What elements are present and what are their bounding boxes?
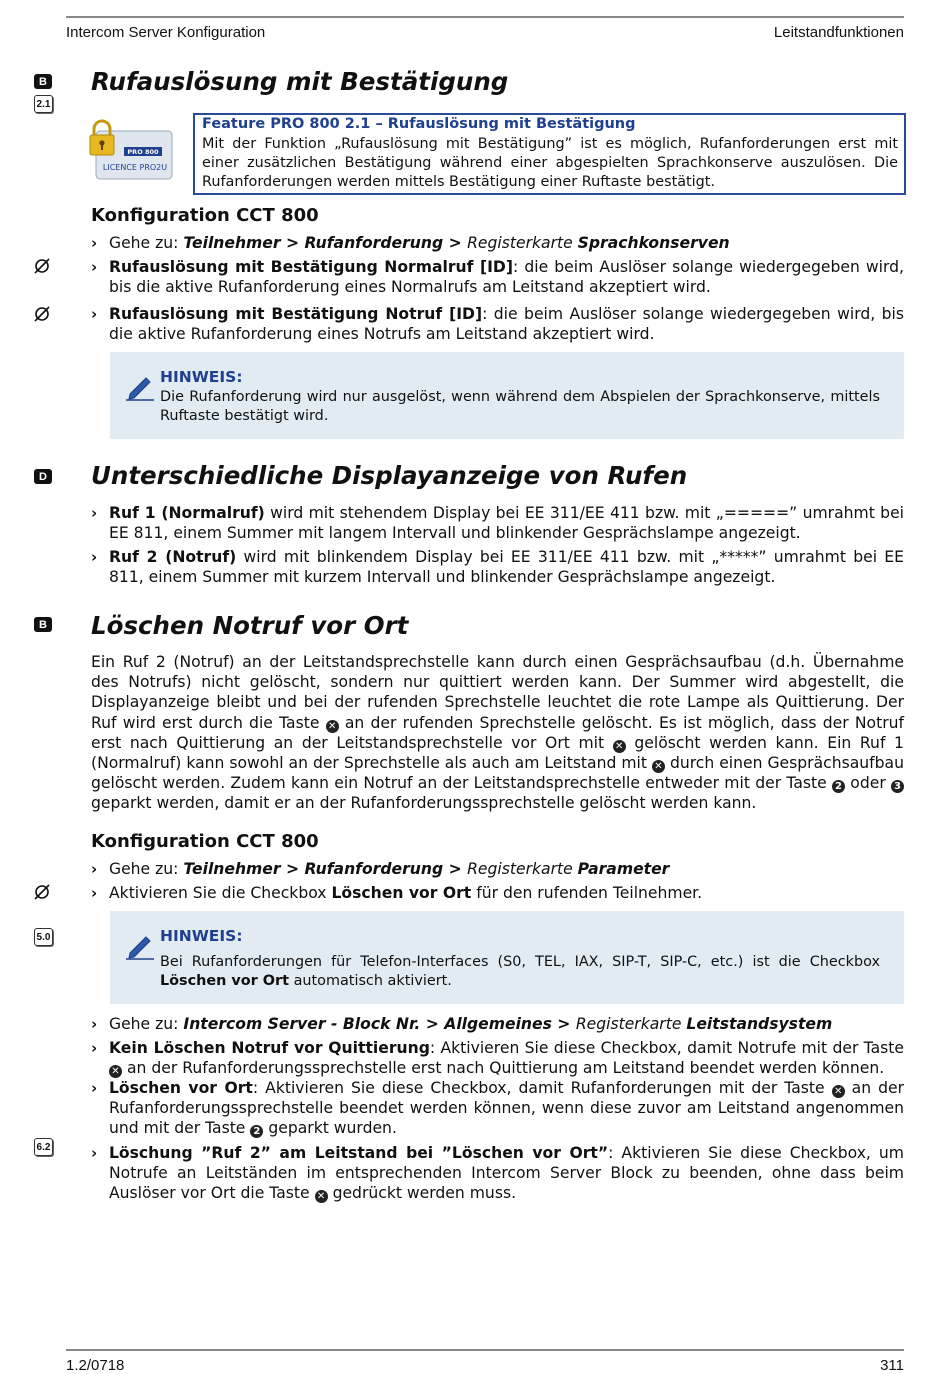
bullet-bold: Löschen vor Ort: [331, 884, 472, 902]
no-entry-icon: [33, 257, 51, 275]
key-x-icon: ✕: [832, 1085, 845, 1098]
bullet-normalruf: [109, 257, 904, 297]
note-text: [160, 953, 880, 991]
goto-tab: Registerkarte: [467, 234, 578, 252]
bullet-bold: Löschen vor Ort: [109, 1079, 253, 1097]
bullet-text: Aktivieren Sie die Checkbox: [109, 884, 332, 902]
body-paragraph: [91, 652, 904, 814]
note-box: [110, 352, 904, 439]
para-text: Ein Ruf 2 (Notruf) an der Leitstandsprechstelle kann durch einen Gesprächsaufbau (d.h. Übernahme des Notrufs) nicht gelöscht, sondern nur quittiert werden kann. Der Summer wird abgestellt, die Displayanzeige bleibt und bei der rufenden Sprechstelle leuchtet die rote Lampe als Quittierung. Der Ruf wird erst durch die Taste: [91, 653, 904, 732]
bullet-text: an der Rufanforderungssprechstelle erst nach Quittierung am Leitstand beendet werden können.: [122, 1059, 885, 1078]
note-box: [110, 911, 904, 1004]
feature-title: Feature PRO 800 2.1 – Rufauslösung mit Bestätigung: [202, 116, 636, 132]
badge-b-1: B: [34, 74, 52, 89]
feature-text: Mit der Funktion „Rufauslösung mit Bestätigung” ist es möglich, Rufanforderungen erst mit einer zusätzlichen Bestätigung während einer abgespielten Sprachkonserve auszulösen. Die Rufanforderungen werden mittels Bestätigung einer Ruftaste bestätigt.: [202, 136, 898, 190]
key-x-icon: ✕: [326, 720, 339, 733]
goto-instruction: [109, 233, 904, 253]
bullet-arrow: ›: [91, 884, 98, 902]
key-x-icon: ✕: [652, 760, 665, 773]
feature-box: [193, 113, 906, 195]
goto-instruction: [109, 1014, 904, 1034]
goto-path: Teilnehmer > Rufanforderung >: [183, 860, 468, 878]
config-heading: Konfiguration CCT 800: [91, 205, 319, 226]
bullet-notruf: [109, 304, 904, 344]
pencil-icon: [124, 370, 156, 402]
note-text: Die Rufanforderung wird nur ausgelöst, wenn während dem Abspielen der Sprachkonserve, mittels Ruftaste bestätigt wird.: [160, 389, 880, 424]
config-heading: Konfiguration CCT 800: [91, 831, 319, 852]
header-left: Intercom Server Konfiguration: [66, 24, 266, 41]
badge-version-2-1: 2.1: [34, 95, 53, 113]
bullet-arrow: ›: [91, 860, 98, 878]
bullet-arrow: ›: [91, 1079, 98, 1097]
section-title: Unterschiedliche Displayanzeige von Rufen: [91, 461, 688, 490]
bullet-bold: Ruf 1 (Normalruf): [109, 504, 265, 522]
bullet-bold: Ruf 2 (Notruf): [109, 548, 237, 566]
goto-tab: Registerkarte: [575, 1015, 687, 1033]
page-number: 311: [880, 1357, 904, 1374]
bullet-text: an der Rufanforderungssprechstelle beendet werden können, wenn diese zuvor am Leitstand angenommen und mit der Taste: [109, 1079, 904, 1138]
bullet-arrow: ›: [91, 305, 98, 323]
goto-tab-name: Parameter: [577, 860, 670, 878]
goto-tab: Registerkarte: [467, 860, 578, 878]
bullet-text: : die beim Auslöser solange wiedergegeben wird, bis die aktive Rufanforderung eines Notrufs am Leitstand akzeptiert wird.: [109, 305, 905, 344]
goto-instruction: [109, 859, 904, 879]
bullet-ruf1: [109, 503, 904, 543]
header-right: Leitstandfunktionen: [773, 24, 904, 41]
badge-b-2: B: [34, 617, 52, 632]
page-header: [66, 16, 904, 41]
bullet-text: : Aktivieren Sie diese Checkbox, um Notrufe an Leitständen im entsprechenden Intercom Server Block zu beenden, ohne dass beim Auslöser vor Ort die Taste: [109, 1144, 904, 1203]
bullet-loeschung-ruf2: [109, 1143, 904, 1204]
bullet-arrow: ›: [91, 1039, 98, 1057]
note-text-part: Bei Rufanforderungen für Telefon-Interfaces (S0, TEL, IAX, SIP-T, SIP-C, etc.) ist die Checkbox: [160, 954, 880, 970]
page-footer: [66, 1349, 904, 1374]
bullet-arrow: ›: [91, 1144, 98, 1162]
section-title: Löschen Notruf vor Ort: [91, 611, 409, 640]
bullet-text: : Aktivieren Sie diese Checkbox, damit Rufanforderungen mit der Taste: [252, 1079, 832, 1097]
license-lock-icon: [88, 117, 174, 183]
bullet-text: geparkt wurden.: [263, 1119, 397, 1138]
bullet-loeschen-checkbox: [109, 883, 904, 903]
note-title: HINWEIS:: [160, 927, 243, 945]
bullet-text: für den rufenden Teilnehmer.: [471, 884, 703, 902]
note-title: HINWEIS:: [160, 368, 243, 386]
no-entry-icon: [33, 305, 51, 323]
bullet-kein-loeschen: [109, 1038, 904, 1078]
bullet-text: : die beim Auslöser solange wiedergegeben wird, bis die aktive Rufanforderung eines Normalrufs am Leitstand akzeptiert wird.: [109, 258, 904, 297]
para-text: geparkt werden, damit er an der Rufanforderungssprechstelle gelöscht werden kann.: [91, 794, 757, 813]
bullet-text: wird mit stehendem Display bei EE 311/EE 411 bzw. mit „=====” umrahmt bei EE 811, einem Summer mit langem Intervall und blinkender Gesprächslampe angezeigt.: [109, 504, 904, 543]
bullet-text: gedrückt werden muss.: [327, 1184, 517, 1203]
key-2-icon: 2: [832, 780, 845, 793]
bullet-arrow: ›: [91, 548, 98, 566]
goto-prefix: Gehe zu:: [109, 1015, 184, 1033]
footer-version: 1.2/0718: [66, 1357, 125, 1374]
bullet-arrow: ›: [91, 504, 98, 522]
bullet-bold: Kein Löschen Notruf vor Quittierung: [109, 1039, 430, 1057]
bullet-arrow: ›: [91, 258, 98, 276]
license-top-label: PRO 800: [127, 148, 159, 156]
pencil-icon: [124, 929, 156, 961]
badge-version-6-2: 6.2: [34, 1138, 53, 1156]
key-2-icon: 2: [250, 1125, 263, 1138]
key-x-icon: ✕: [315, 1190, 328, 1203]
bullet-loeschen-vor-ort: [109, 1078, 904, 1139]
note-bold: Löschen vor Ort: [160, 973, 289, 989]
key-3-icon: 3: [891, 780, 904, 793]
key-x-icon: ✕: [613, 740, 626, 753]
bullet-arrow: ›: [91, 234, 98, 252]
goto-prefix: Gehe zu:: [109, 234, 184, 252]
bullet-bold: Löschung ”Ruf 2” am Leitstand bei ”Löschen vor Ort”: [109, 1144, 609, 1162]
goto-path: Teilnehmer > Rufanforderung >: [183, 234, 468, 252]
bullet-text: : Aktivieren Sie diese Checkbox, damit Notrufe mit der Taste: [429, 1039, 905, 1057]
para-text: gelöscht werden kann. Ein Ruf 1 (Normalruf) kann sowohl an der Sprechstelle als auch am Leitstand mit: [91, 733, 904, 773]
bullet-bold: Rufauslösung mit Bestätigung Normalruf [ID]: [109, 258, 513, 276]
badge-d: D: [34, 469, 52, 484]
para-text: oder: [845, 774, 892, 793]
para-text: an der rufenden Sprechstelle gelöscht. Es ist möglich, dass der Notruf erst nach Quittierung an der Leitstandsprechstelle vor Ort mit: [91, 713, 904, 752]
goto-prefix: Gehe zu:: [109, 860, 184, 878]
bullet-bold: Rufauslösung mit Bestätigung Notruf [ID]: [109, 305, 483, 323]
note-text-part: automatisch aktiviert.: [289, 973, 452, 989]
key-x-icon: ✕: [109, 1065, 122, 1078]
bullet-text: wird mit blinkendem Display bei EE 311/EE 411 bzw. mit „*****” umrahmt bei EE 811, einem Summer mit kurzem Intervall und blinkender Gesprächslampe angezeigt.: [109, 548, 904, 587]
badge-version-5-0: 5.0: [34, 928, 53, 946]
goto-tab-name: Sprachkonserven: [577, 234, 730, 252]
no-entry-icon: [33, 883, 51, 901]
section-title: Rufauslösung mit Bestätigung: [91, 67, 509, 96]
bullet-arrow: ›: [91, 1015, 98, 1033]
bullet-ruf2: [109, 547, 904, 587]
para-text: durch einen Gesprächsaufbau gelöscht werden. Zudem kann ein Notruf an der Leitstandsprechstelle entweder mit der Taste: [91, 754, 904, 793]
license-bottom-label: LICENCE PRO2U: [102, 163, 168, 172]
goto-tab-name: Leitstandsystem: [686, 1015, 833, 1033]
goto-path: Intercom Server - Block Nr. > Allgemeines >: [183, 1015, 576, 1033]
